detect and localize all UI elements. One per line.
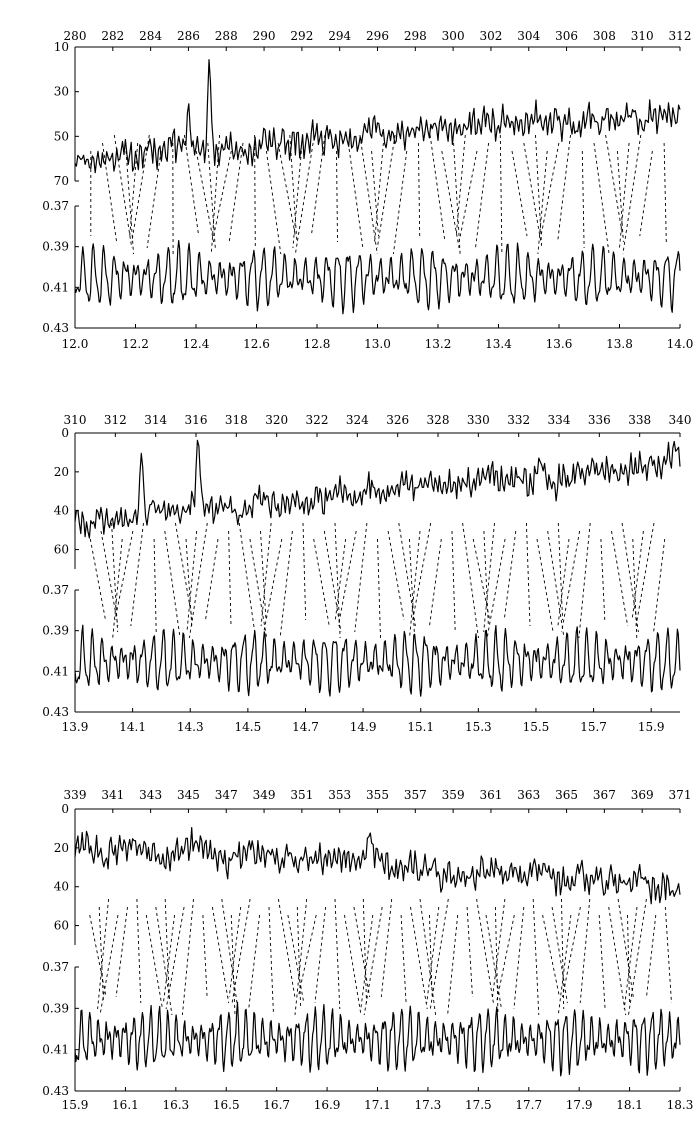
solar-tick-label: 0.43 [42,321,69,335]
tie-line [250,539,267,638]
magnetic-tick-label: 0 [61,426,69,440]
age-tick-label: 12.0 [61,337,89,351]
tie-line [618,899,633,997]
tie-line [229,907,241,997]
depth-tick-label: 296 [366,29,389,43]
tie-line [487,539,505,638]
age-tick-label: 14.0 [666,337,694,351]
tie-line [537,539,553,632]
tie-line [112,523,118,632]
depth-tick-label: 347 [214,788,238,802]
tie-line [612,531,628,626]
tie-line [288,915,304,1003]
tie-line [580,899,590,1003]
depth-tick-label: 351 [290,788,314,802]
tie-line [261,523,271,626]
tie-line [486,915,502,1009]
tie-line [355,523,367,632]
depth-tick-label: 339 [63,788,87,802]
tie-line [496,915,514,1003]
tie-line [467,907,472,997]
tie-line [146,915,162,1009]
age-tick-label: 13.0 [364,337,391,351]
depth-tick-label: 300 [441,29,465,43]
depth-tick-label: 318 [224,413,248,427]
tie-line [500,135,502,254]
tie-line [295,899,307,1015]
tie-line [269,907,274,1015]
tie-line [452,531,455,632]
age-tick-label: 13.6 [545,337,573,351]
depth-tick-label: 334 [547,413,571,427]
tie-line [411,907,428,1009]
tie-line [454,143,461,254]
tie-line [90,539,105,620]
tie-line [388,531,404,620]
depth-tick-label: 312 [103,413,127,427]
magnetic-susceptibility-line [75,440,680,538]
tie-line [632,531,643,620]
tie-line [335,539,345,620]
tie-line [562,899,564,1009]
solar-tick-label: 0.39 [42,239,69,254]
depth-tick-label: 298 [403,29,427,43]
tie-line [558,539,569,626]
tie-line [558,915,571,1015]
depth-tick-label: 349 [252,788,276,802]
tie-line [609,907,626,1015]
magnetic-susceptibility-line [75,60,680,173]
solar-tick-label: 0.39 [42,623,69,638]
depth-tick-label: 304 [517,29,541,43]
age-tick-label: 12.4 [182,337,210,351]
solar-tick-label: 0.37 [42,199,69,213]
tie-line [665,907,671,1003]
tie-line [196,151,213,242]
depth-tick-label: 340 [668,413,692,427]
tie-line [601,539,605,620]
tie-line [399,523,416,626]
tie-line [137,899,141,1003]
tie-line [375,143,384,242]
age-tick-label: 16.1 [112,1098,139,1112]
tie-line [206,539,219,620]
tie-line [524,143,541,242]
tie-line [430,539,442,626]
solar-tick-label: 0.41 [42,280,69,295]
tie-line [620,143,630,248]
solar-insolation-line [75,1002,680,1076]
tie-line [599,915,605,1009]
tie-line [130,143,138,236]
depth-tick-label: 367 [592,788,616,802]
tie-line [266,151,280,254]
tie-line [418,143,419,236]
tie-line [372,151,379,236]
age-tick-label: 14.1 [119,720,146,734]
age-tick-label: 12.8 [303,337,331,351]
age-tick-label: 17.3 [414,1098,442,1112]
tie-line [409,539,414,632]
age-tick-label: 15.3 [464,720,492,734]
tie-line [132,135,150,242]
age-tick-label: 16.5 [212,1098,240,1112]
age-tick-label: 15.5 [522,720,550,734]
age-tick-label: 17.5 [464,1098,492,1112]
depth-tick-label: 310 [63,413,87,427]
tie-line [147,151,161,248]
depth-tick-label: 332 [507,413,531,427]
tie-line [131,523,144,626]
tie-line [229,143,243,242]
age-tick-label: 13.9 [61,720,89,734]
depth-tick-label: 294 [328,29,352,43]
tie-line [249,915,260,1009]
tie-line [617,151,623,242]
depth-tick-label: 290 [252,29,276,43]
age-tick-label: 12.2 [122,337,149,351]
tie-line [295,143,313,254]
magnetic-tick-label: 30 [53,84,69,99]
tie-line [477,899,494,1003]
depth-tick-label: 361 [479,788,503,802]
age-tick-label: 14.7 [292,720,319,734]
depth-tick-label: 282 [101,29,125,43]
tie-line [558,135,571,242]
age-tick-label: 18.3 [666,1098,694,1112]
solar-tick-label: 0.41 [42,664,69,679]
depth-tick-label: 292 [290,29,314,43]
tie-line [647,915,656,997]
tie-line [165,531,180,638]
depth-tick-label: 320 [265,413,289,427]
age-tick-label: 17.7 [515,1098,543,1112]
tie-line [629,899,647,1015]
tie-line [606,135,623,236]
tie-line [514,907,524,1009]
tie-line [548,531,564,638]
tie-line [413,523,431,620]
solar-tick-label: 0.43 [42,1084,69,1098]
tie-line [314,539,330,626]
panel-lower [42,788,693,1112]
age-tick-label: 15.7 [580,720,607,734]
magnetic-tick-label: 60 [53,542,69,557]
tie-line [493,899,505,997]
tie-line [504,531,516,620]
tie-line [640,151,653,236]
tie-line [335,899,340,1009]
age-tick-label: 14.5 [234,720,262,734]
solar-insolation-line [75,625,680,696]
tie-line [401,915,406,1003]
depth-tick-label: 353 [328,788,352,802]
tie-line [280,531,292,638]
tie-line [393,151,406,254]
age-tick-label: 13.4 [485,337,512,351]
depth-tick-label: 357 [403,788,427,802]
depth-tick-label: 336 [587,413,611,427]
age-tick-label: 18.1 [616,1098,643,1112]
tie-line [476,143,489,248]
magnetic-tick-label: 20 [53,840,69,855]
tie-line [103,143,117,242]
magnetic-tick-label: 50 [53,129,69,144]
age-tick-label: 15.9 [61,1098,89,1112]
depth-tick-label: 326 [386,413,410,427]
tie-line [229,531,231,626]
depth-tick-label: 284 [139,29,163,43]
age-tick-label: 17.9 [565,1098,593,1112]
tie-line [664,143,666,242]
depth-tick-label: 288 [214,29,238,43]
age-tick-label: 14.3 [176,720,204,734]
tie-line [113,539,123,638]
tie-line [116,907,127,997]
depth-tick-label: 310 [630,29,654,43]
tie-line [90,915,106,997]
tie-line [582,151,584,248]
magnetic-tick-label: 10 [53,40,69,54]
magnetic-tick-label: 60 [53,918,69,933]
depth-tick-label: 308 [592,29,616,43]
depth-tick-label: 328 [426,413,450,427]
depth-tick-label: 359 [441,788,465,802]
age-tick-label: 16.3 [162,1098,190,1112]
depth-tick-label: 345 [176,788,200,802]
tie-line [239,523,255,632]
tie-line [633,539,637,638]
tie-line [636,523,654,626]
depth-tick-label: 324 [345,413,369,427]
tie-line [533,899,539,1015]
age-tick-label: 17.1 [364,1098,391,1112]
tie-line [154,539,156,632]
tie-line [364,907,382,1015]
depth-tick-label: 322 [305,413,329,427]
tie-line [623,135,641,254]
tie-line [338,531,356,626]
tie-line [512,151,527,236]
tie-line [182,899,193,1015]
magnetic-tick-label: 40 [53,879,69,894]
tie-line [203,915,207,997]
tie-line [114,135,132,248]
solar-insolation-line [75,241,680,314]
tie-line [345,915,362,1015]
tie-line [456,135,465,236]
magnetic-susceptibility-line [75,828,680,904]
depth-tick-label: 343 [139,788,163,802]
depth-tick-label: 286 [176,29,200,43]
solar-tick-label: 0.39 [42,1001,69,1016]
tie-line [293,151,302,248]
tie-line [562,531,580,632]
tie-line [361,915,373,1009]
tie-line [214,151,232,236]
age-tick-label: 12.6 [243,337,270,351]
tie-line [622,523,638,632]
tie-line [427,907,439,1003]
depth-tick-label: 371 [668,788,692,802]
tie-line [324,531,341,632]
depth-tick-label: 312 [668,29,692,43]
tie-line [115,531,133,620]
age-tick-label: 13.2 [424,337,452,351]
age-tick-label: 15.1 [407,720,435,734]
depth-tick-label: 338 [628,413,652,427]
panel-upper [42,29,693,351]
magnetic-tick-label: 40 [53,503,69,518]
tie-line [594,143,609,254]
depth-tick-label: 355 [366,788,389,802]
depth-tick-label: 314 [144,413,168,427]
tie-line [315,907,326,1003]
solar-tick-label: 0.37 [42,960,69,974]
depth-tick-label: 330 [466,413,490,427]
magnetic-tick-label: 0 [61,802,69,816]
tie-line [563,907,581,997]
tie-line [303,523,306,620]
tie-line [579,523,590,638]
tie-line [378,539,381,638]
tie-line [459,151,477,242]
tie-line [624,907,637,1009]
tie-line [410,531,421,638]
age-tick-label: 15.9 [637,720,665,734]
tie-line [473,539,490,620]
depth-tick-label: 280 [63,29,87,43]
depth-tick-label: 369 [630,788,654,802]
tie-line [255,135,256,248]
tie-line [536,135,542,248]
depth-tick-label: 363 [517,788,541,802]
age-tick-label: 13.8 [606,337,633,351]
tie-line [186,539,192,626]
magnetic-tick-label: 20 [53,464,69,479]
tie-line [354,907,370,997]
tie-line [348,143,363,248]
depth-tick-label: 316 [184,413,208,427]
depth-tick-label: 365 [555,788,579,802]
tie-line [278,143,295,236]
tie-line [463,523,479,638]
tie-line [654,539,665,632]
tie-line [448,915,458,1015]
tie-line [552,907,567,1003]
age-tick-label: 16.9 [313,1098,341,1112]
tie-line [337,151,338,242]
age-tick-label: 14.9 [349,720,377,734]
depth-tick-label: 341 [101,788,125,802]
solar-tick-label: 0.41 [42,1042,69,1057]
age-tick-label: 16.7 [263,1098,291,1112]
tie-line [187,531,197,632]
depth-tick-label: 302 [479,29,503,43]
tie-line [430,135,445,242]
tie-line [184,135,198,236]
panel-middle [42,413,691,734]
solar-tick-label: 0.37 [42,583,69,597]
magnetic-tick-label: 70 [53,174,69,188]
tie-line [526,523,530,626]
tie-line [543,915,560,997]
tie-line [212,907,228,1003]
tie-line [381,899,391,997]
tie-line [377,135,395,248]
tie-line [298,915,316,997]
depth-tick-label: 306 [555,29,579,43]
tie-line [484,531,489,626]
tie-line [264,539,282,632]
solar-tick-label: 0.43 [42,705,69,719]
tie-line [100,915,118,1015]
tie-line [278,899,295,997]
tie-line [430,899,448,1009]
